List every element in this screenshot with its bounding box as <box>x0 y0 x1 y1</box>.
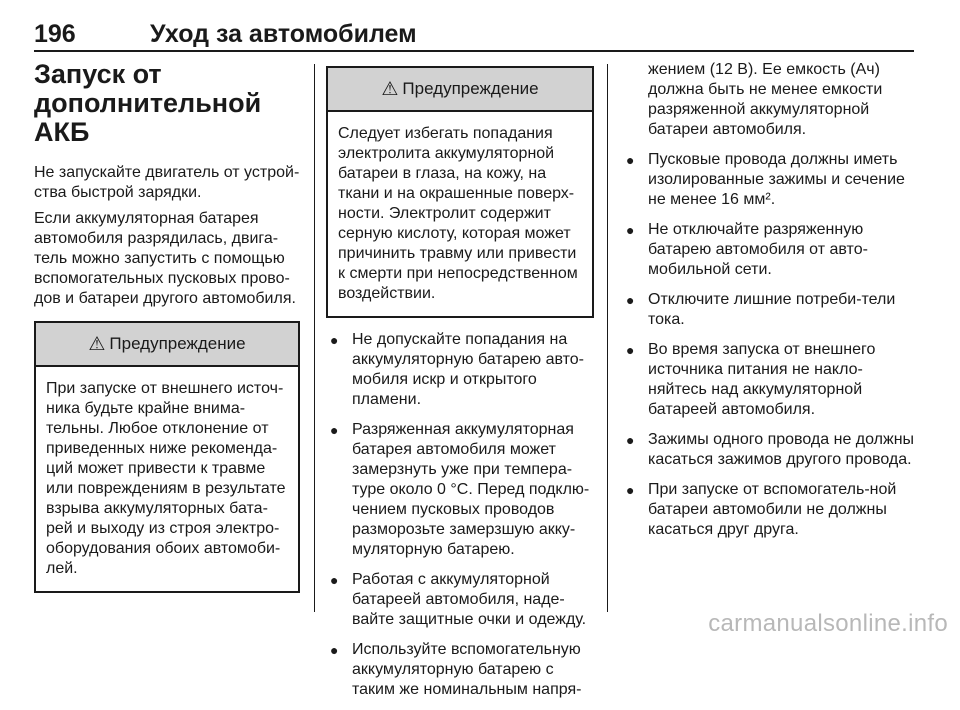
warning-box-1 <box>34 321 300 593</box>
column-divider-2 <box>607 64 608 612</box>
column-1 <box>34 60 300 593</box>
section-title-line2: дополнительной АКБ <box>34 88 262 147</box>
list-item: ● Не отключайте разряженную батарею автомобиля от авто-мобильной сети. <box>626 221 868 278</box>
page-number: 196 <box>34 20 76 48</box>
list-item: ● Зажимы одного провода не должны касаться зажимов другого провода. <box>626 431 915 468</box>
list-item: ● Пусковые провода должны иметь изолированные зажимы и сечение не менее 16 мм². <box>626 151 905 208</box>
bullet-icon: ● <box>626 152 635 168</box>
header-divider <box>34 50 914 52</box>
page-header <box>34 18 914 50</box>
list-item: ● Отключите лишние потреби-тели тока. <box>626 291 896 328</box>
warning-box-2 <box>326 66 594 318</box>
warning-header-2 <box>328 68 592 112</box>
list-item: ● Во время запуска от внешнего источника питания не накло-няйтесь над аккумуляторной батареей автомобиля. <box>626 341 876 418</box>
bullet-icon: ● <box>626 482 635 498</box>
list-item: ● Работая с аккумуляторной батареей автомобиля, наде-вайте защитные очки и одежду. <box>330 571 587 628</box>
intro-paragraph-2: Если аккумуляторная батарея автомобиля разрядилась, двига-тель можно запустить с помощью вспомогательных пусковых прово-дов и батареи другого автомобиля. <box>34 210 296 307</box>
warning-triangle-icon: ⚠ <box>381 79 399 100</box>
warning-title-2: Предупреждение <box>402 79 539 98</box>
section-title-line1: Запуск от <box>34 59 162 89</box>
warning-text-2: Следует избегать попадания электролита аккумуляторной батареи в глаза, на кожу, на ткани и на окрашенные поверх-ности. Электролит содержит серную кислоту, которая может причинить травму или привести к смерти при непосредственном воздействии. <box>338 125 578 302</box>
warning-header-1 <box>36 323 298 367</box>
warning-text-1: При запуске от внешнего источ-ника будьте крайне внима-тельны. Любое отклонение от приведенных ниже рекоменда-ций может привести к травме или повреждениям в результате взрыва аккумуляторных бата-рей и выходу из строя электро-оборудования обоих автомоби-лей. <box>46 380 286 577</box>
bullet-icon: ● <box>626 292 635 308</box>
intro-paragraph-1: Не запускайте двигатель от устрой-ства быстрой зарядки. <box>34 164 300 201</box>
bullet-icon: ● <box>330 332 339 348</box>
list-item: ● При запуске от вспомогатель-ной батареи автомобили не должны касаться друг друга. <box>626 481 897 538</box>
warning-title-1: Предупреждение <box>109 334 246 353</box>
site-watermark: carmanualsonline.info <box>708 610 948 637</box>
bullet-icon: ● <box>330 642 339 658</box>
warning-triangle-icon: ⚠ <box>88 334 106 355</box>
precautions-list-1 <box>326 330 594 700</box>
precautions-list-2 <box>622 150 916 540</box>
column-3 <box>622 60 916 550</box>
section-title <box>34 60 300 147</box>
continued-text: жением (12 В). Ее емкость (Ач) должна быть не менее емкости разряженной аккумуляторной батареи автомобиля. <box>648 61 883 138</box>
bullet-icon: ● <box>626 432 635 448</box>
bullet-icon: ● <box>626 342 635 358</box>
bullet-icon: ● <box>330 422 339 438</box>
list-item: ● Не допускайте попадания на аккумуляторную батарею авто-мобиля искр и открытого пламени. <box>330 331 585 408</box>
column-2 <box>326 60 594 710</box>
bullet-icon: ● <box>330 572 339 588</box>
column-divider-1 <box>314 64 315 612</box>
bullet-icon: ● <box>626 222 635 238</box>
list-item: ● Разряженная аккумуляторная батарея автомобиля может замерзнуть уже при темпера-туре около 0 °C. Перед подклю-чением пусковых проводов разморозьте замерзшую акку-муляторную батарею. <box>330 421 590 558</box>
list-item: ● Используйте вспомогательную аккумуляторную батарею с таким же номинальным напря- <box>330 641 582 698</box>
chapter-title: Уход за автомобилем <box>150 20 417 48</box>
